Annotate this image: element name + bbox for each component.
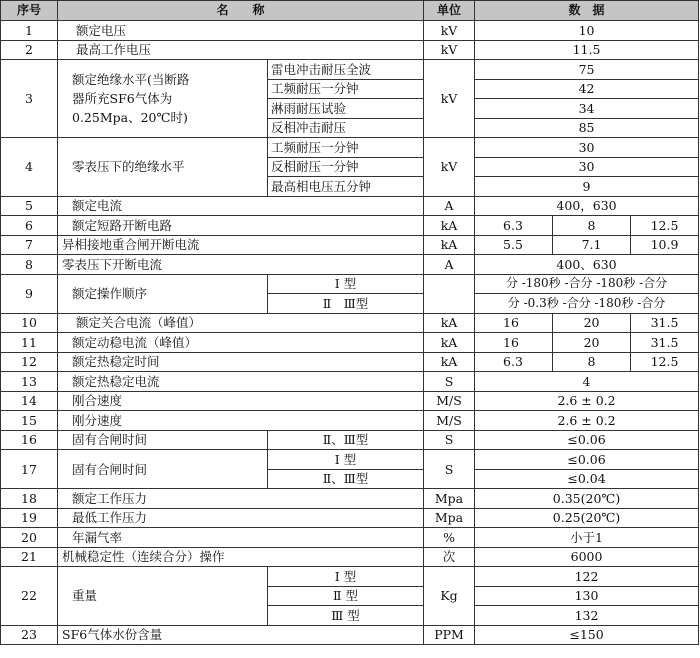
row-no: 20 xyxy=(1,528,58,548)
table-row xyxy=(1,567,699,587)
sub-label: 工频耐压一分钟 xyxy=(268,79,424,99)
row-value-2: 7.1 xyxy=(553,235,631,255)
row-unit: S xyxy=(424,450,475,489)
table-row xyxy=(1,508,699,528)
table-row xyxy=(1,274,699,294)
row-name: 零表压下的绝缘水平 xyxy=(58,138,268,197)
row-no: 10 xyxy=(1,313,58,333)
row-no: 18 xyxy=(1,489,58,509)
table-row xyxy=(1,430,699,450)
row-name: 重量 xyxy=(58,567,268,626)
row-unit: kA xyxy=(424,313,475,333)
table-row xyxy=(1,547,699,567)
row-name: 机械稳定性（连续合分）操作 xyxy=(58,547,424,567)
sub-value: 分 -180秒 -合分 -180秒 -合分 xyxy=(475,274,699,294)
sub-value: 75 xyxy=(475,60,699,80)
row-name-line: 器所充SF6气体为 xyxy=(72,91,173,106)
table-row xyxy=(1,411,699,431)
row-unit: kV xyxy=(424,60,475,138)
table-row xyxy=(1,235,699,255)
row-name: 最低工作压力 xyxy=(58,508,424,528)
row-name: 额定热稳定电流 xyxy=(58,372,424,392)
row-unit xyxy=(424,274,475,313)
row-value-1: 6.3 xyxy=(475,216,553,236)
row-value-3: 31.5 xyxy=(631,313,699,333)
header-name: 名 称 xyxy=(58,1,424,21)
table-row xyxy=(1,528,699,548)
row-name: 零表压下开断电流 xyxy=(58,255,424,275)
row-unit: Kg xyxy=(424,567,475,626)
sub-value: ≤0.04 xyxy=(475,469,699,489)
row-value: 0.25(20℃) xyxy=(475,508,699,528)
sub-value: 30 xyxy=(475,138,699,158)
row-unit: kV xyxy=(424,21,475,41)
table-row xyxy=(1,216,699,236)
sub-label: Ⅰ 型 xyxy=(268,450,424,470)
row-value: ≤150 xyxy=(475,625,699,645)
table-row xyxy=(1,450,699,470)
header-data: 数 据 xyxy=(475,1,699,21)
sub-label: 雷电冲击耐压全波 xyxy=(268,60,424,80)
row-name: 刚合速度 xyxy=(58,391,424,411)
row-value: 10 xyxy=(475,21,699,41)
sub-label: 反相耐压一分钟 xyxy=(268,157,424,177)
row-unit: kA xyxy=(424,235,475,255)
table-row xyxy=(1,255,699,275)
row-no: 8 xyxy=(1,255,58,275)
row-unit: M/S xyxy=(424,411,475,431)
row-value-2: 8 xyxy=(553,216,631,236)
row-value: 小于1 xyxy=(475,528,699,548)
row-value-2: 20 xyxy=(553,313,631,333)
row-unit: Mpa xyxy=(424,508,475,528)
row-name-line: 0.25Mpa、20℃时) xyxy=(72,110,188,125)
row-unit: A xyxy=(424,196,475,216)
row-no: 12 xyxy=(1,352,58,372)
row-value-1: 6.3 xyxy=(475,352,553,372)
row-no: 19 xyxy=(1,508,58,528)
row-unit: S xyxy=(424,430,475,450)
sub-value: 130 xyxy=(475,586,699,606)
table-row xyxy=(1,313,699,333)
table-row xyxy=(1,625,699,645)
row-name: 额定热稳定时间 xyxy=(58,352,424,372)
table-row xyxy=(1,372,699,392)
row-no: 2 xyxy=(1,40,58,60)
sub-label: Ⅰ 型 xyxy=(268,274,424,294)
sub-value: 30 xyxy=(475,157,699,177)
sub-label: 工频耐压一分钟 xyxy=(268,138,424,158)
row-value: 6000 xyxy=(475,547,699,567)
sub-value: ≤0.06 xyxy=(475,450,699,470)
row-name: 固有合闸时间 xyxy=(58,450,268,489)
row-no: 3 xyxy=(1,60,58,138)
row-no: 21 xyxy=(1,547,58,567)
row-unit: kV xyxy=(424,40,475,60)
row-value: 400，630 xyxy=(475,196,699,216)
row-value: 2.6 ± 0.2 xyxy=(475,411,699,431)
row-no: 11 xyxy=(1,333,58,353)
sub-value: 85 xyxy=(475,118,699,138)
table-row xyxy=(1,40,699,60)
row-unit: PPM xyxy=(424,625,475,645)
row-unit: Mpa xyxy=(424,489,475,509)
row-value-1: 5.5 xyxy=(475,235,553,255)
row-value-3: 31.5 xyxy=(631,333,699,353)
row-no: 14 xyxy=(1,391,58,411)
sub-value: 9 xyxy=(475,177,699,197)
row-unit: 次 xyxy=(424,547,475,567)
row-name: 额定关合电流（峰值） xyxy=(58,313,424,333)
row-unit: A xyxy=(424,255,475,275)
table-row xyxy=(1,333,699,353)
row-no: 17 xyxy=(1,450,58,489)
row-name: 额定操作顺序 xyxy=(58,274,268,313)
sub-label: Ⅰ 型 xyxy=(268,567,424,587)
sub-label: Ⅱ、Ⅲ型 xyxy=(268,469,424,489)
row-value: ≤0.06 xyxy=(475,430,699,450)
row-name: 刚分速度 xyxy=(58,411,424,431)
sub-value: 132 xyxy=(475,606,699,626)
row-name: 额定电流 xyxy=(58,196,424,216)
sub-value: 122 xyxy=(475,567,699,587)
table-row xyxy=(1,391,699,411)
row-no: 22 xyxy=(1,567,58,626)
sub-value: 分 -0.3秒 -合分 -180秒 -合分 xyxy=(475,294,699,314)
row-no: 16 xyxy=(1,430,58,450)
row-name: 固有合闸时间 xyxy=(58,430,268,450)
sub-label: Ⅱ 型 xyxy=(268,586,424,606)
row-unit: kA xyxy=(424,352,475,372)
row-unit: M/S xyxy=(424,391,475,411)
row-value-1: 16 xyxy=(475,313,553,333)
row-name: 额定电压 xyxy=(58,21,424,41)
table-row xyxy=(1,138,699,158)
row-value: 4 xyxy=(475,372,699,392)
row-value-3: 12.5 xyxy=(631,352,699,372)
row-value: 11.5 xyxy=(475,40,699,60)
table-row xyxy=(1,489,699,509)
row-value-3: 12.5 xyxy=(631,216,699,236)
row-value: 400、630 xyxy=(475,255,699,275)
row-no: 5 xyxy=(1,196,58,216)
sub-label: 反相冲击耐压 xyxy=(268,118,424,138)
sub-value: 34 xyxy=(475,99,699,119)
row-name-line: 额定绝缘水平(当断路 xyxy=(72,72,190,87)
sub-label: 最高相电压五分钟 xyxy=(268,177,424,197)
row-no: 4 xyxy=(1,138,58,197)
row-unit: kV xyxy=(424,138,475,197)
sub-label: 淋雨耐压试验 xyxy=(268,99,424,119)
row-value-2: 8 xyxy=(553,352,631,372)
row-no: 9 xyxy=(1,274,58,313)
row-no: 23 xyxy=(1,625,58,645)
row-value-3: 10.9 xyxy=(631,235,699,255)
header-no: 序号 xyxy=(1,1,58,21)
row-no: 1 xyxy=(1,21,58,41)
sub-label: Ⅲ 型 xyxy=(268,606,424,626)
row-value-1: 16 xyxy=(475,333,553,353)
row-value: 0.35(20℃) xyxy=(475,489,699,509)
row-no: 15 xyxy=(1,411,58,431)
row-name: 额定动稳电流（峰值） xyxy=(58,333,424,353)
sub-label: Ⅱ Ⅲ型 xyxy=(268,294,424,314)
table-row xyxy=(1,352,699,372)
table-header xyxy=(1,1,699,21)
row-type: Ⅱ、Ⅲ型 xyxy=(268,430,424,450)
row-no: 13 xyxy=(1,372,58,392)
row-no: 6 xyxy=(1,216,58,236)
row-name xyxy=(58,60,268,138)
table-row xyxy=(1,21,699,41)
row-name: 额定短路开断电路 xyxy=(58,216,424,236)
row-value-2: 20 xyxy=(553,333,631,353)
row-value: 2.6 ± 0.2 xyxy=(475,391,699,411)
row-unit: % xyxy=(424,528,475,548)
row-name: SF6气体水份含量 xyxy=(58,625,424,645)
row-unit: kA xyxy=(424,216,475,236)
row-name: 异相接地重合闸开断电流 xyxy=(58,235,424,255)
row-name: 最高工作电压 xyxy=(58,40,424,60)
row-unit: S xyxy=(424,372,475,392)
row-no: 7 xyxy=(1,235,58,255)
header-unit: 单位 xyxy=(424,1,475,21)
row-name: 额定工作压力 xyxy=(58,489,424,509)
row-unit: kA xyxy=(424,333,475,353)
table-row xyxy=(1,60,699,80)
row-name: 年漏气率 xyxy=(58,528,424,548)
sub-value: 42 xyxy=(475,79,699,99)
table-row xyxy=(1,196,699,216)
